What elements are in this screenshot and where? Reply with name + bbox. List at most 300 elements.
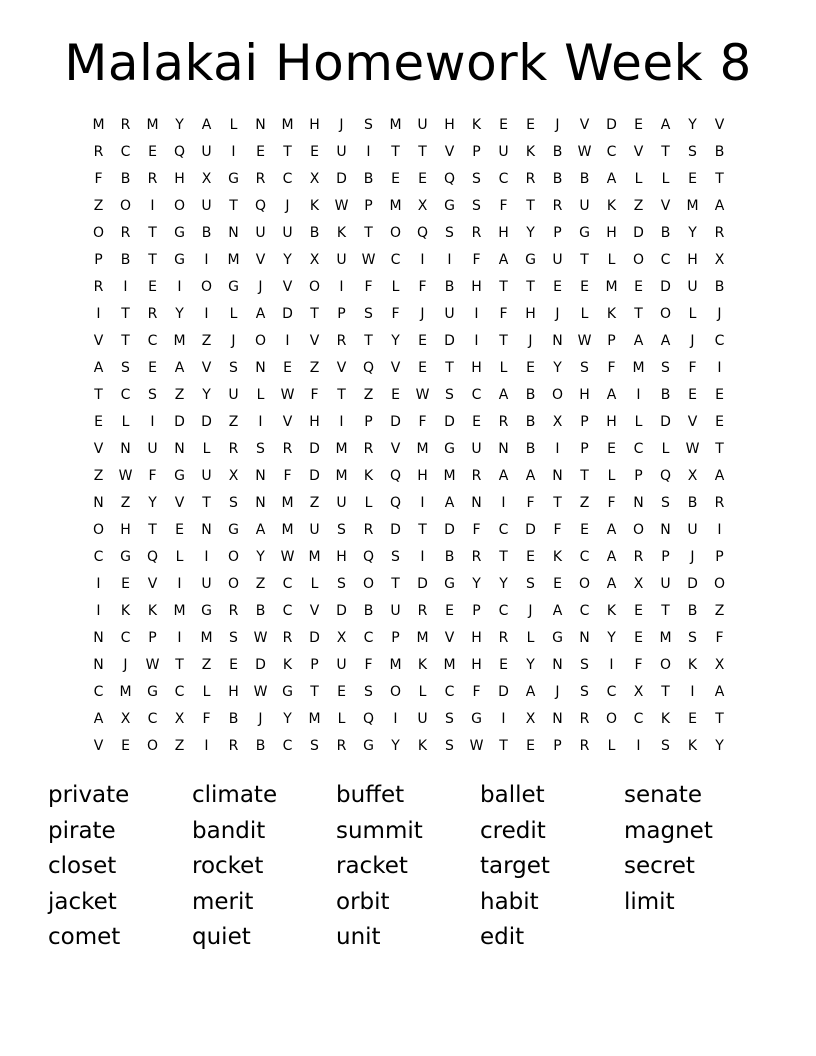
grid-letter: D (525, 522, 536, 538)
grid-letter: L (229, 117, 238, 133)
grid-letter: N (255, 117, 266, 133)
grid-letter: K (471, 117, 482, 133)
grid-letter: O (389, 684, 402, 700)
grid-letter: T (661, 144, 670, 160)
grid-letter: N (228, 225, 239, 241)
grid-letter: R (714, 495, 725, 511)
word-list-item: buffet (336, 782, 405, 808)
grid-letter: I (636, 738, 641, 754)
grid-letter: D (309, 468, 320, 484)
grid-letter: L (634, 171, 643, 187)
grid-letter: H (471, 630, 482, 646)
grid-letter: S (580, 360, 589, 376)
word-list-item: comet (48, 924, 121, 950)
grid-letter: Q (362, 711, 375, 727)
grid-letter: B (714, 279, 725, 295)
grid-row (85, 600, 733, 627)
grid-letter: R (120, 225, 131, 241)
grid-letter: I (150, 414, 155, 430)
grid-letter: R (336, 738, 347, 754)
grid-letter: S (445, 738, 454, 754)
grid-letter: R (714, 225, 725, 241)
grid-letter: X (309, 171, 320, 187)
grid-letter: V (444, 630, 455, 646)
grid-letter: L (607, 738, 616, 754)
grid-letter: R (282, 630, 293, 646)
grid-letter: S (445, 711, 454, 727)
grid-letter: V (93, 333, 104, 349)
grid-letter: E (121, 576, 130, 592)
grid-letter: H (471, 279, 482, 295)
grid-letter: T (580, 468, 589, 484)
grid-letter: U (417, 117, 428, 133)
grid-row (85, 438, 733, 465)
grid-letter: U (147, 441, 158, 457)
grid-letter: U (336, 252, 347, 268)
grid-letter: A (606, 522, 617, 538)
grid-letter: L (337, 711, 346, 727)
grid-letter: D (660, 414, 671, 430)
grid-letter: Y (283, 252, 292, 268)
grid-letter: G (228, 279, 239, 295)
grid-letter: Q (416, 225, 429, 241)
grid-row (85, 276, 733, 303)
grid-letter: T (391, 144, 400, 160)
grid-letter: A (498, 252, 509, 268)
grid-letter: I (96, 603, 101, 619)
grid-letter: A (714, 684, 725, 700)
grid-letter: M (605, 279, 618, 295)
word-list-item: private (48, 782, 130, 808)
grid-letter: N (120, 441, 131, 457)
grid-letter: O (308, 279, 321, 295)
grid-letter: S (661, 738, 670, 754)
grid-letter: R (498, 414, 509, 430)
grid-letter: E (229, 657, 238, 673)
grid-letter: U (390, 603, 401, 619)
grid-letter: C (579, 549, 590, 565)
grid-letter: Z (93, 198, 104, 214)
grid-letter: R (363, 441, 374, 457)
grid-letter: Q (173, 144, 186, 160)
grid-letter: F (418, 279, 427, 295)
grid-letter: G (201, 603, 212, 619)
grid-letter: K (525, 144, 536, 160)
grid-letter: M (659, 630, 672, 646)
grid-letter: A (606, 549, 617, 565)
grid-letter: S (229, 495, 238, 511)
grid-letter: X (336, 630, 347, 646)
grid-row (85, 168, 733, 195)
grid-row (85, 114, 733, 141)
grid-letter: V (93, 738, 104, 754)
grid-letter: Y (499, 576, 508, 592)
grid-letter: V (660, 198, 671, 214)
grid-letter: X (633, 684, 644, 700)
grid-letter: L (121, 414, 130, 430)
grid-letter: X (552, 414, 563, 430)
grid-letter: T (499, 333, 508, 349)
grid-letter: I (501, 495, 506, 511)
grid-letter: K (309, 198, 320, 214)
grid-letter: S (256, 441, 265, 457)
grid-letter: T (499, 279, 508, 295)
grid-letter: H (444, 117, 455, 133)
grid-letter: I (393, 711, 398, 727)
grid-letter: W (334, 198, 349, 214)
grid-letter: E (607, 441, 616, 457)
grid-letter: C (444, 684, 455, 700)
grid-row (85, 573, 733, 600)
grid-row (85, 195, 733, 222)
grid-letter: S (445, 225, 454, 241)
grid-letter: A (606, 171, 617, 187)
grid-letter: I (447, 252, 452, 268)
grid-letter: T (121, 306, 130, 322)
grid-row (85, 303, 733, 330)
grid-letter: Z (120, 495, 131, 511)
grid-letter: I (501, 711, 506, 727)
grid-letter: O (551, 387, 564, 403)
grid-letter: V (93, 441, 104, 457)
grid-letter: E (472, 414, 481, 430)
grid-letter: H (606, 225, 617, 241)
grid-letter: Z (174, 738, 185, 754)
grid-letter: I (258, 414, 263, 430)
grid-letter: E (256, 144, 265, 160)
grid-letter: S (229, 630, 238, 646)
grid-letter: D (633, 225, 644, 241)
grid-row (85, 492, 733, 519)
grid-letter: P (472, 603, 481, 619)
grid-letter: V (633, 144, 644, 160)
grid-letter: K (606, 603, 617, 619)
grid-letter: Y (391, 333, 400, 349)
grid-letter: K (282, 657, 293, 673)
grid-letter: U (417, 711, 428, 727)
grid-letter: T (310, 306, 319, 322)
grid-letter: W (415, 387, 430, 403)
grid-letter: H (471, 657, 482, 673)
grid-letter: Q (659, 468, 672, 484)
grid-letter: E (148, 279, 157, 295)
grid-letter: M (389, 657, 402, 673)
grid-letter: T (715, 441, 724, 457)
grid-letter: F (364, 657, 373, 673)
word-list-item: merit (192, 888, 254, 915)
grid-letter: U (579, 198, 590, 214)
grid-letter: E (688, 171, 697, 187)
grid-letter: M (281, 522, 294, 538)
grid-letter: E (175, 522, 184, 538)
grid-letter: E (418, 360, 427, 376)
grid-letter: C (633, 441, 644, 457)
grid-letter: S (337, 576, 346, 592)
grid-letter: P (580, 414, 589, 430)
grid-letter: M (686, 198, 699, 214)
grid-letter: R (552, 198, 563, 214)
grid-letter: B (552, 144, 563, 160)
grid-letter: D (255, 657, 266, 673)
grid-letter: S (661, 495, 670, 511)
grid-letter: N (93, 657, 104, 673)
grid-letter: O (389, 225, 402, 241)
grid-letter: D (417, 576, 428, 592)
grid-letter: I (474, 333, 479, 349)
grid-letter: N (93, 495, 104, 511)
grid-letter: B (363, 171, 374, 187)
grid-letter: A (525, 684, 536, 700)
grid-letter: B (444, 279, 455, 295)
grid-letter: T (526, 198, 535, 214)
grid-letter: Z (309, 495, 320, 511)
grid-letter: I (717, 360, 722, 376)
grid-letter: A (660, 117, 671, 133)
grid-letter: R (363, 522, 374, 538)
grid-letter: I (204, 306, 209, 322)
grid-letter: L (634, 414, 643, 430)
grid-letter: M (632, 360, 645, 376)
grid-letter: Z (255, 576, 266, 592)
grid-letter: N (201, 522, 212, 538)
grid-letter: I (150, 198, 155, 214)
word-list-item: habit (480, 888, 539, 915)
grid-letter: F (553, 522, 562, 538)
grid-letter: V (687, 414, 698, 430)
grid-letter: E (715, 414, 724, 430)
word-list-item: closet (48, 853, 117, 879)
grid-letter: K (687, 657, 698, 673)
grid-letter: A (498, 387, 509, 403)
grid-letter: X (120, 711, 131, 727)
grid-letter: U (471, 441, 482, 457)
grid-letter: X (714, 252, 725, 268)
grid-letter: R (498, 630, 509, 646)
grid-letter: P (553, 738, 562, 754)
grid-letter: A (255, 306, 266, 322)
grid-letter: S (526, 576, 535, 592)
grid-letter: D (606, 117, 617, 133)
grid-letter: Q (389, 468, 402, 484)
grid-letter: A (444, 495, 455, 511)
grid-letter: L (202, 441, 211, 457)
grid-letter: H (417, 468, 428, 484)
grid-letter: E (418, 333, 427, 349)
grid-letter: F (472, 684, 481, 700)
grid-letter: P (661, 549, 670, 565)
grid-letter: X (687, 468, 698, 484)
grid-letter: M (146, 117, 159, 133)
grid-letter: J (528, 603, 533, 619)
grid-letter: D (498, 684, 509, 700)
grid-letter: E (310, 144, 319, 160)
grid-letter: I (204, 738, 209, 754)
grid-letter: Y (715, 738, 724, 754)
grid-letter: A (714, 468, 725, 484)
grid-row (85, 681, 733, 708)
grid-letter: L (391, 279, 400, 295)
grid-letter: F (94, 171, 103, 187)
grid-letter: W (145, 657, 160, 673)
grid-letter: M (173, 333, 186, 349)
grid-letter: V (282, 414, 293, 430)
grid-letter: D (309, 441, 320, 457)
grid-letter: S (688, 630, 697, 646)
grid-letter: H (120, 522, 131, 538)
grid-letter: N (633, 495, 644, 511)
grid-letter: T (202, 495, 211, 511)
grid-letter: M (335, 441, 348, 457)
grid-letter: B (687, 495, 698, 511)
grid-letter: G (444, 198, 455, 214)
grid-letter: X (417, 198, 428, 214)
grid-letter: R (471, 549, 482, 565)
grid-letter: H (606, 414, 617, 430)
grid-letter: T (634, 306, 643, 322)
grid-letter: P (472, 144, 481, 160)
grid-letter: T (499, 738, 508, 754)
grid-letter: W (361, 252, 376, 268)
grid-letter: G (525, 252, 536, 268)
grid-letter: T (148, 252, 157, 268)
grid-letter: P (364, 198, 373, 214)
grid-letter: B (309, 225, 320, 241)
grid-letter: F (688, 360, 697, 376)
grid-letter: B (255, 603, 266, 619)
grid-letter: A (552, 603, 563, 619)
grid-row (85, 465, 733, 492)
grid-letter: P (148, 630, 157, 646)
word-list-item: bandit (192, 817, 266, 844)
grid-letter: L (364, 495, 373, 511)
grid-letter: G (552, 630, 563, 646)
grid-letter: R (255, 171, 266, 187)
word-list-item: pirate (48, 817, 116, 844)
grid-letter: F (634, 657, 643, 673)
grid-letter: K (660, 711, 671, 727)
grid-letter: P (715, 549, 724, 565)
grid-row (85, 708, 733, 735)
grid-letter: J (690, 333, 695, 349)
grid-letter: R (93, 279, 104, 295)
grid-letter: D (444, 414, 455, 430)
grid-letter: M (335, 468, 348, 484)
grid-letter: F (472, 522, 481, 538)
grid-letter: N (552, 657, 563, 673)
grid-letter: Y (526, 657, 535, 673)
word-column (480, 778, 624, 956)
word-list-item: target (480, 853, 550, 879)
grid-letter: L (310, 576, 319, 592)
grid-letter: X (525, 711, 536, 727)
grid-letter: E (418, 171, 427, 187)
grid-letter: I (204, 252, 209, 268)
grid-letter: H (228, 684, 239, 700)
grid-letter: U (336, 657, 347, 673)
grid-letter: I (96, 576, 101, 592)
word-list-item: credit (480, 817, 546, 844)
grid-letter: E (391, 387, 400, 403)
grid-letter: S (472, 171, 481, 187)
word-list-item: secret (624, 853, 695, 879)
grid-letter: C (93, 684, 104, 700)
grid-letter: E (148, 144, 157, 160)
grid-letter: E (499, 117, 508, 133)
grid-letter: N (660, 522, 671, 538)
grid-letter: C (606, 144, 617, 160)
grid-letter: R (228, 738, 239, 754)
grid-letter: Q (389, 495, 402, 511)
grid-letter: I (96, 306, 101, 322)
grid-letter: Y (526, 225, 535, 241)
word-list-item: unit (336, 924, 381, 950)
grid-letter: V (714, 117, 725, 133)
grid-letter: T (391, 576, 400, 592)
grid-letter: S (688, 144, 697, 160)
grid-letter: R (525, 171, 536, 187)
grid-letter: V (174, 495, 185, 511)
grid-letter: L (607, 252, 616, 268)
grid-letter: V (309, 603, 320, 619)
grid-letter: D (336, 171, 347, 187)
grid-letter: G (147, 684, 158, 700)
grid-letter: L (499, 360, 508, 376)
grid-letter: W (685, 441, 700, 457)
grid-letter: R (120, 117, 131, 133)
grid-letter: K (552, 549, 563, 565)
grid-letter: Z (201, 657, 212, 673)
grid-letter: M (281, 495, 294, 511)
grid-letter: S (229, 360, 238, 376)
grid-letter: G (174, 252, 185, 268)
grid-letter: N (255, 468, 266, 484)
grid-letter: C (660, 252, 671, 268)
grid-letter: P (94, 252, 103, 268)
grid-letter: S (580, 657, 589, 673)
grid-letter: O (119, 198, 132, 214)
grid-letter: B (714, 144, 725, 160)
grid-letter: B (525, 387, 536, 403)
grid-letter: C (147, 333, 158, 349)
grid-row (85, 141, 733, 168)
grid-letter: X (201, 171, 212, 187)
grid-letter: J (258, 279, 263, 295)
grid-letter: B (444, 549, 455, 565)
grid-letter: Q (443, 171, 456, 187)
grid-row (85, 357, 733, 384)
grid-letter: Q (146, 549, 159, 565)
grid-letter: O (146, 738, 159, 754)
page-title: Malakai Homework Week 8 (64, 34, 752, 92)
grid-letter: Z (633, 198, 644, 214)
grid-letter: E (445, 603, 454, 619)
grid-letter: U (201, 468, 212, 484)
grid-letter: W (469, 738, 484, 754)
grid-letter: P (364, 414, 373, 430)
grid-letter: O (227, 576, 240, 592)
grid-letter: U (309, 522, 320, 538)
grid-letter: O (200, 279, 213, 295)
grid-letter: J (231, 333, 236, 349)
grid-letter: N (552, 333, 563, 349)
grid-letter: O (254, 333, 267, 349)
grid-letter: S (310, 738, 319, 754)
grid-letter: W (280, 549, 295, 565)
grid-letter: K (606, 198, 617, 214)
grid-letter: T (148, 522, 157, 538)
grid-letter: R (336, 333, 347, 349)
grid-letter: S (364, 306, 373, 322)
